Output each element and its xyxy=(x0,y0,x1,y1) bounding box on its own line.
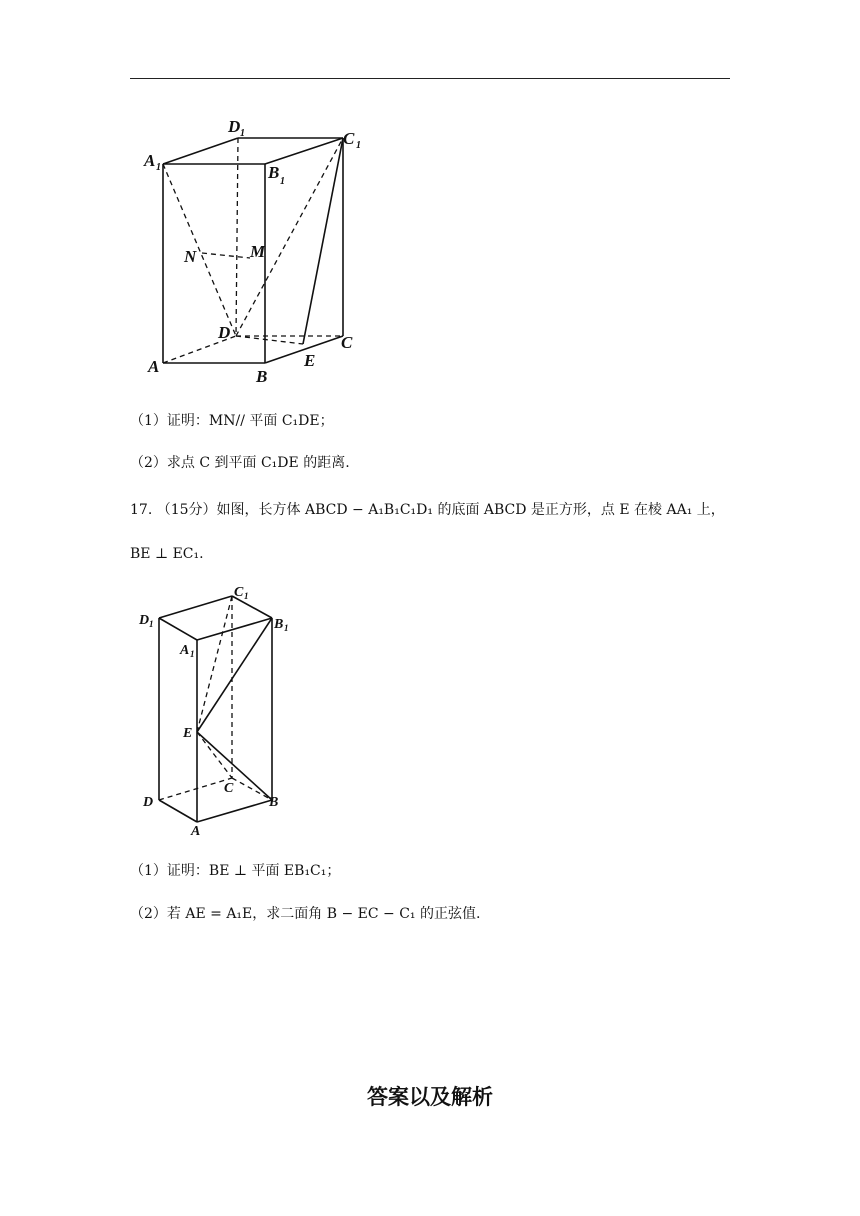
label-C1-sub: 1 xyxy=(244,591,249,601)
label-E: E xyxy=(183,726,193,741)
label-D: D xyxy=(143,795,154,810)
q17-cuboid-diagram xyxy=(136,582,306,840)
label-B: B xyxy=(256,367,268,386)
label-A: A xyxy=(148,357,160,376)
label-A: A xyxy=(191,824,201,839)
label-B1-sub: 1 xyxy=(284,623,289,633)
section-heading: 答案以及解析 xyxy=(367,1085,493,1109)
label-M: M xyxy=(250,242,266,261)
label-D1: D xyxy=(228,117,241,136)
header-rule xyxy=(130,78,730,79)
label-B1: B xyxy=(274,617,284,632)
q16-figure xyxy=(140,108,380,388)
q16-part2: （2）求点 C 到平面 C₁DE 的距离. xyxy=(130,455,350,471)
label-D1-sub: 1 xyxy=(149,619,154,629)
label-A1: A xyxy=(144,151,156,170)
q16-part1: （1）证明：MN// 平面 C₁DE； xyxy=(130,413,334,429)
label-D: D xyxy=(218,323,231,342)
label-N: N xyxy=(184,247,197,266)
q17-stem-line1: 17. （15分）如图，长方体 ABCD − A₁B₁C₁D₁ 的底面 ABCD 是正方形，点 E 在棱 AA₁ 上， xyxy=(130,502,725,518)
q17-part1: （1）证明：BE ⊥ 平面 EB₁C₁； xyxy=(130,863,341,879)
q17-figure xyxy=(136,582,306,840)
label-C1: C xyxy=(343,129,355,148)
label-B1-sub: 1 xyxy=(280,176,285,187)
q17-stem-line2: BE ⊥ EC₁. xyxy=(130,546,204,562)
label-A1: A xyxy=(180,643,190,658)
label-D1: D xyxy=(139,613,150,628)
label-C1: C xyxy=(234,585,244,600)
q16-prism-diagram xyxy=(140,108,380,388)
label-C1-sub: 1 xyxy=(356,140,361,151)
label-A1-sub: 1 xyxy=(190,649,195,659)
label-C: C xyxy=(341,333,353,352)
label-D1-sub: 1 xyxy=(240,128,245,139)
label-C: C xyxy=(224,781,234,796)
label-B: B xyxy=(269,795,279,810)
q17-part2: （2）若 AE = A₁E，求二面角 B − EC − C₁ 的正弦值. xyxy=(130,906,481,922)
label-A1-sub: 1 xyxy=(156,162,161,173)
label-B1: B xyxy=(268,163,280,182)
label-E: E xyxy=(304,351,316,370)
